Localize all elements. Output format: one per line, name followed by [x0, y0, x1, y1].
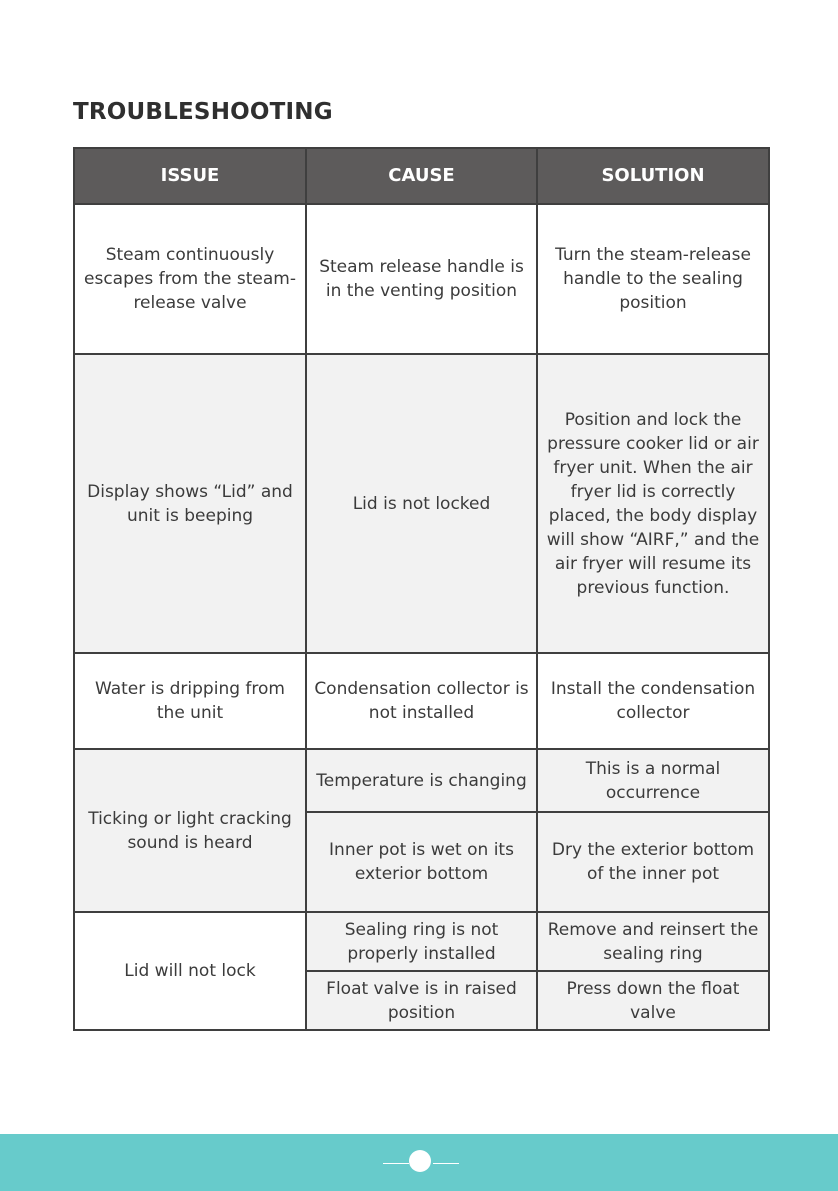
page-footer — [0, 1134, 838, 1191]
table-row — [74, 912, 769, 971]
solution-cell: Dry the exterior bottom of the inner pot — [537, 812, 769, 912]
table-row — [74, 204, 769, 354]
cause-cell: Condensation collector is not installed — [306, 653, 537, 749]
issue-cell: Lid will not lock — [74, 912, 306, 1030]
solution-cell: Remove and reinsert the sealing ring — [537, 912, 769, 971]
solution-cell: Turn the steam-release handle to the sealing position — [537, 204, 769, 354]
issue-cell: Water is dripping from the unit — [74, 653, 306, 749]
table-row — [74, 354, 769, 653]
page-title: TROUBLESHOOTING — [73, 99, 333, 125]
issue-cell: Steam continuously escapes from the steam-release valve — [74, 204, 306, 354]
footer-line-left — [383, 1163, 409, 1164]
cause-cell: Temperature is changing — [306, 749, 537, 812]
table-header-row — [74, 148, 769, 204]
table-row — [74, 749, 769, 812]
cause-cell: Steam release handle is in the venting position — [306, 204, 537, 354]
solution-cell: This is a normal occurrence — [537, 749, 769, 812]
cause-cell: Lid is not locked — [306, 354, 537, 653]
header-solution: SOLUTION — [537, 148, 769, 204]
solution-cell: Position and lock the pressure cooker lid or air fryer unit. When the air fryer lid is correctly placed, the body display will show “AIRF,” and the air fryer will resume its previous function. — [537, 354, 769, 653]
issue-cell: Display shows “Lid” and unit is beeping — [74, 354, 306, 653]
cause-cell: Sealing ring is not properly installed — [306, 912, 537, 971]
solution-cell: Press down the float valve — [537, 971, 769, 1030]
table-row — [74, 653, 769, 749]
issue-cell: Ticking or light cracking sound is heard — [74, 749, 306, 912]
footer-line-right — [433, 1163, 459, 1164]
cause-cell: Inner pot is wet on its exterior bottom — [306, 812, 537, 912]
solution-cell: Install the condensation collector — [537, 653, 769, 749]
header-issue: ISSUE — [74, 148, 306, 204]
page-marker-icon — [409, 1150, 431, 1172]
troubleshooting-table — [73, 147, 770, 1031]
header-cause: CAUSE — [306, 148, 537, 204]
cause-cell: Float valve is in raised position — [306, 971, 537, 1030]
